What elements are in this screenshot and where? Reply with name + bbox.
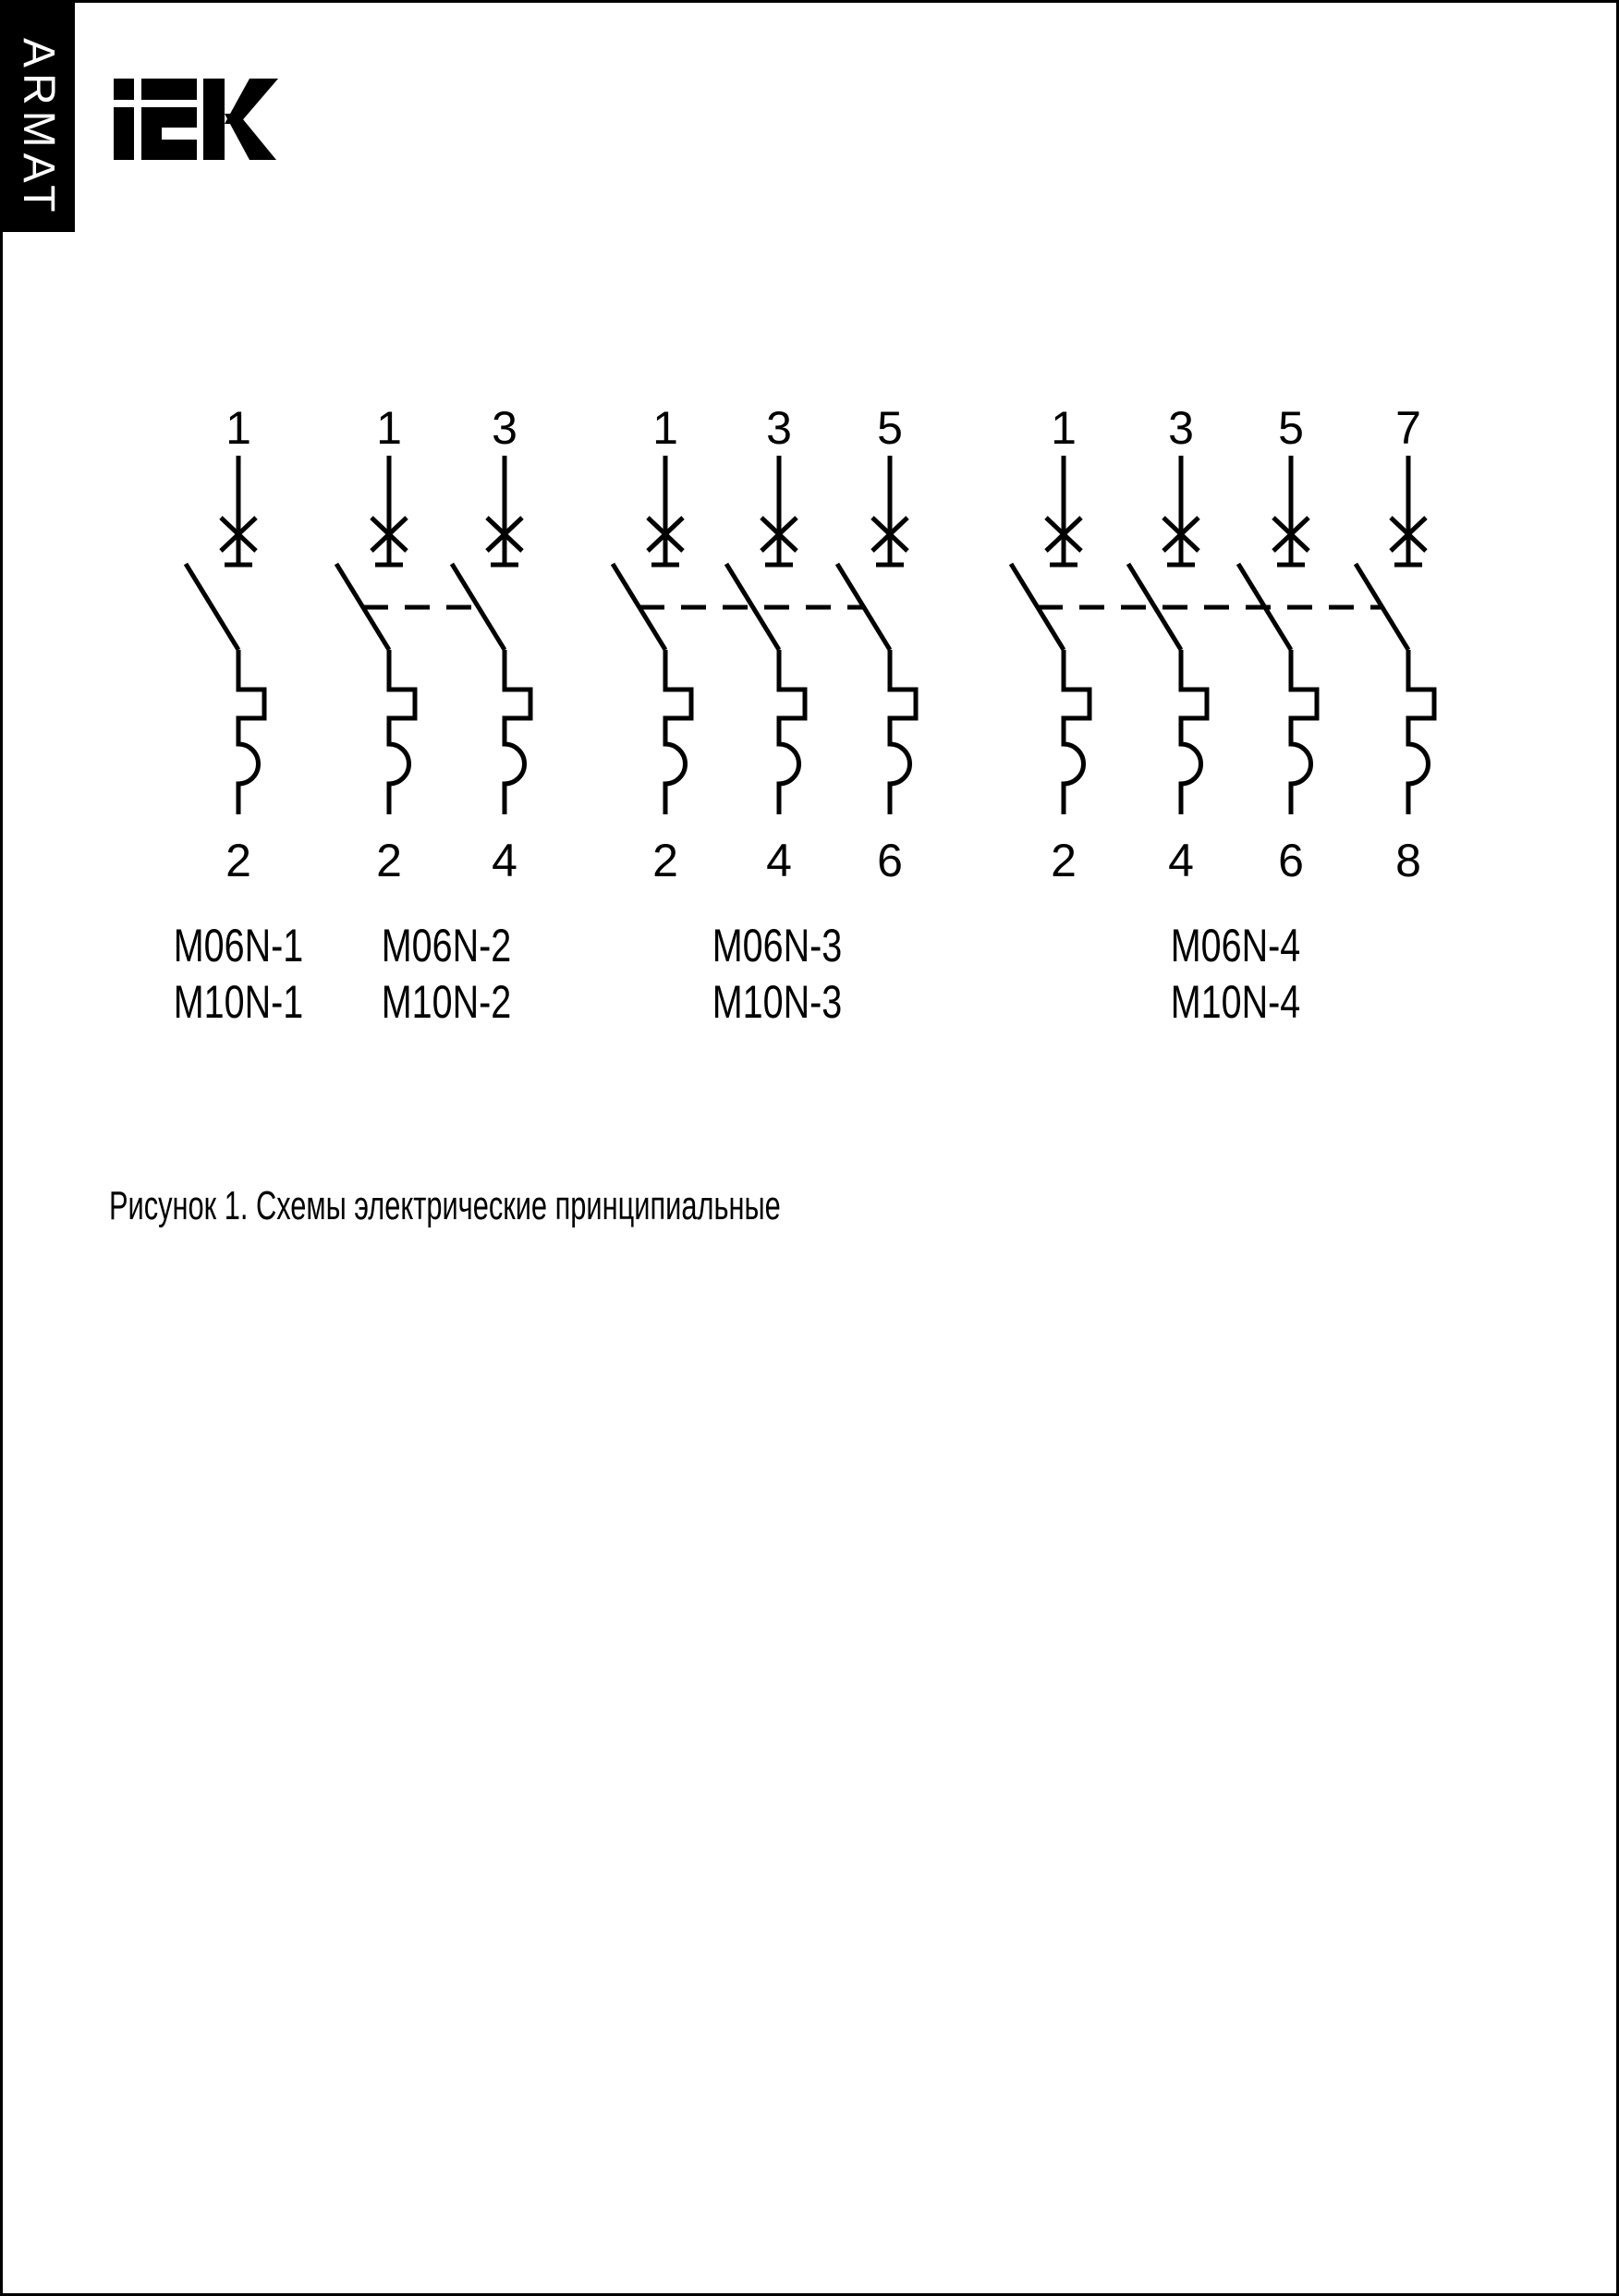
armat-tab-label: ARMAT — [14, 38, 63, 218]
terminal-number-bottom: 2 — [376, 835, 402, 886]
thermal-magnetic-release-path — [890, 650, 916, 814]
breaker-diagram-2pole — [336, 402, 530, 886]
breaker-pole — [452, 402, 530, 886]
breaker-pole — [1128, 402, 1207, 886]
thermal-magnetic-release-path — [1408, 650, 1434, 814]
breaker-pole — [1238, 402, 1317, 886]
terminal-number-bottom: 8 — [1395, 835, 1421, 886]
breaker-pole — [726, 402, 805, 886]
thermal-magnetic-release-path — [1291, 650, 1317, 814]
terminal-number-top: 1 — [376, 402, 402, 454]
model-label: M06N-2 — [381, 920, 512, 971]
terminal-number-top: 3 — [1168, 402, 1194, 454]
terminal-number-top: 1 — [1051, 402, 1077, 454]
thermal-magnetic-release-path — [665, 650, 691, 814]
switch-blade — [1356, 564, 1408, 650]
model-label: M10N-4 — [1170, 976, 1301, 1028]
thermal-magnetic-release-path — [505, 650, 530, 814]
breaker-diagram-4pole — [1011, 402, 1434, 886]
terminal-number-top: 1 — [652, 402, 678, 454]
terminal-number-top: 3 — [766, 402, 792, 454]
model-label: M06N-1 — [173, 920, 304, 971]
terminal-number-top: 1 — [225, 402, 251, 454]
model-label: M10N-2 — [381, 976, 512, 1028]
terminal-number-bottom: 2 — [225, 835, 251, 886]
switch-blade — [186, 564, 238, 650]
breaker-pole — [186, 402, 264, 886]
terminal-number-bottom: 6 — [877, 835, 903, 886]
breaker-diagram-3pole — [613, 402, 916, 886]
model-label: M10N-1 — [173, 976, 304, 1028]
terminal-number-bottom: 6 — [1278, 835, 1304, 886]
terminal-number-bottom: 2 — [1051, 835, 1077, 886]
terminal-number-top: 3 — [492, 402, 517, 454]
thermal-magnetic-release-path — [238, 650, 264, 814]
figure-caption: Рисунок 1. Схемы электрические принципиальные — [109, 1183, 781, 1228]
terminal-number-bottom: 4 — [766, 835, 792, 886]
breaker-pole — [1356, 402, 1434, 886]
model-label: M06N-3 — [712, 920, 843, 971]
thermal-magnetic-release-path — [1064, 650, 1089, 814]
terminal-number-bottom: 4 — [1168, 835, 1194, 886]
breaker-pole — [613, 402, 691, 886]
breaker-schematics-canvas — [3, 3, 1619, 927]
breaker-diagram-1pole — [186, 402, 264, 886]
model-label: M10N-3 — [712, 976, 843, 1028]
switch-blade — [837, 564, 890, 650]
thermal-magnetic-release-path — [1181, 650, 1207, 814]
breaker-pole — [837, 402, 916, 886]
breaker-pole — [336, 402, 415, 886]
terminal-number-bottom: 4 — [492, 835, 517, 886]
model-label: M06N-4 — [1170, 920, 1301, 971]
terminal-number-top: 5 — [1278, 402, 1304, 454]
terminal-number-bottom: 2 — [652, 835, 678, 886]
terminal-number-top: 5 — [877, 402, 903, 454]
thermal-magnetic-release-path — [389, 650, 415, 814]
thermal-magnetic-release-path — [779, 650, 805, 814]
terminal-number-top: 7 — [1395, 402, 1421, 454]
breaker-pole — [1011, 402, 1089, 886]
